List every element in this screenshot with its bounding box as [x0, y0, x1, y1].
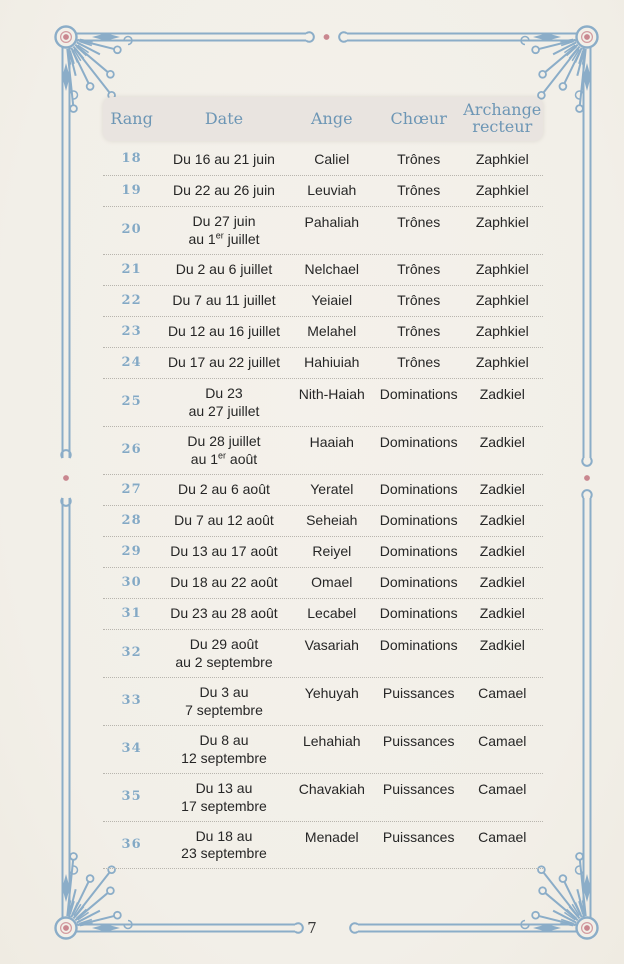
table-row [103, 316, 543, 347]
archangel-cell: Camael [478, 733, 527, 749]
angel-cell: Lehahiah [302, 733, 361, 749]
rank-cell: 26 [121, 442, 142, 458]
archangel-cell: Zaphkiel [475, 323, 529, 340]
date-cell [160, 728, 288, 771]
angel-cell: Melahel [307, 323, 357, 340]
archangel-cell: Camael [478, 685, 527, 701]
angel-cell: Menadel [304, 829, 359, 845]
choir-cell: Puissances [382, 733, 455, 749]
archangel-cell: Zadkiel [479, 512, 525, 529]
header-ange: Ange [310, 108, 353, 128]
date-cell [160, 632, 288, 675]
date-cell [160, 350, 288, 376]
archangel-cell: Zadkiel [479, 481, 525, 498]
rank-cell: 25 [121, 394, 142, 410]
rank-cell: 36 [121, 836, 142, 852]
table-row [103, 474, 543, 505]
choir-cell: Dominations [379, 574, 458, 591]
archangel-cell: Zadkiel [479, 543, 525, 560]
choir-cell: Dominations [379, 481, 458, 498]
angel-cell: Reiyel [312, 543, 352, 560]
date-line: Du 7 au 12 août [174, 512, 274, 529]
table-row [103, 347, 543, 378]
date-cell [160, 147, 288, 173]
date-line: au 1er juillet [188, 229, 260, 247]
choir-cell: Trônes [397, 261, 441, 278]
header-archange: Archange recteur [463, 100, 542, 136]
date-cell [160, 508, 288, 534]
date-line: Du 17 au 22 juillet [167, 354, 281, 371]
archangel-cell: Zaphkiel [475, 214, 529, 230]
rank-cell: 24 [121, 354, 142, 370]
date-line: 12 septembre [181, 749, 267, 766]
rank-cell: 20 [121, 222, 142, 238]
rank-cell: 34 [121, 741, 142, 757]
date-cell [160, 319, 288, 345]
date-line: Du 18 au [195, 827, 253, 844]
date-line: 7 septembre [185, 701, 263, 718]
choir-cell: Dominations [379, 512, 458, 529]
date-cell [160, 429, 288, 472]
date-cell [160, 209, 288, 252]
date-line: Du 16 au 21 juin [173, 150, 275, 167]
angel-cell: Yeratel [310, 481, 354, 498]
angel-cell: Vasariah [304, 637, 359, 653]
date-cell [160, 680, 288, 723]
table-row [103, 773, 543, 821]
choir-cell: Trônes [397, 292, 441, 309]
date-line: Du 2 au 6 juillet [175, 261, 273, 278]
choir-cell: Dominations [379, 543, 458, 560]
header-date: Date [204, 108, 244, 128]
angel-cell: Nelchael [304, 261, 360, 278]
choir-cell: Dominations [379, 386, 458, 402]
date-cell [160, 288, 288, 314]
rank-cell: 33 [121, 693, 142, 709]
angel-cell: Hahiuiah [304, 354, 360, 371]
archangel-cell: Zadkiel [479, 637, 525, 653]
table-row [103, 725, 543, 773]
date-line: Du 13 au 17 août [170, 543, 278, 560]
date-line: Du 18 au 22 août [170, 574, 278, 591]
date-cell [160, 477, 288, 503]
rank-cell: 28 [121, 512, 142, 528]
archangel-cell: Camael [478, 829, 527, 845]
date-cell [160, 570, 288, 596]
archangel-cell: Zadkiel [479, 574, 525, 591]
angel-cell: Yehuyah [304, 685, 359, 701]
angel-cell: Leuviah [307, 182, 357, 199]
date-line: Du 29 août [189, 636, 259, 652]
archangel-cell: Zaphkiel [475, 182, 529, 199]
table-header [103, 97, 543, 141]
table-body [103, 144, 543, 869]
date-cell [160, 539, 288, 565]
date-line: Du 23 au 28 août [170, 605, 278, 622]
rank-cell: 21 [121, 261, 142, 277]
date-line: Du 2 au 6 août [178, 481, 270, 498]
choir-cell: Trônes [397, 214, 441, 230]
choir-cell: Trônes [397, 323, 441, 340]
rank-cell: 23 [121, 323, 142, 339]
angel-cell: Seheiah [306, 512, 358, 529]
rank-cell: 31 [121, 605, 142, 621]
table-row [103, 536, 543, 567]
date-line: au 27 juillet [188, 402, 260, 419]
angel-cell: Nith-Haiah [298, 386, 365, 402]
archangel-cell: Zaphkiel [475, 292, 529, 309]
table-row [103, 821, 543, 869]
date-line: Du 27 juin [192, 213, 256, 229]
angels-table [103, 97, 543, 869]
angel-cell: Pahaliah [304, 214, 360, 230]
rank-cell: 18 [121, 151, 142, 167]
choir-cell: Trônes [397, 150, 441, 167]
table-row [103, 254, 543, 285]
date-cell [160, 381, 288, 424]
choir-cell: Puissances [382, 685, 455, 701]
rank-cell: 35 [121, 789, 142, 805]
table-row [103, 175, 543, 206]
choir-cell: Dominations [379, 605, 458, 622]
date-line: Du 13 au [195, 780, 253, 796]
rank-cell: 32 [121, 645, 142, 661]
table-row [103, 598, 543, 629]
table-row [103, 505, 543, 536]
date-line: Du 23 [205, 385, 243, 401]
date-line: Du 28 juillet [187, 433, 261, 449]
header-rang: Rang [110, 108, 153, 128]
table-row [103, 206, 543, 254]
table-row [103, 567, 543, 598]
table-row [103, 144, 543, 175]
choir-cell: Dominations [379, 637, 458, 653]
date-line: 17 septembre [181, 797, 267, 814]
angel-cell: Yeiaiel [311, 292, 353, 309]
table-row [103, 677, 543, 725]
rank-cell: 30 [121, 574, 142, 590]
table-row [103, 426, 543, 474]
archangel-cell: Zadkiel [479, 386, 525, 402]
table-row [103, 378, 543, 426]
header-choeur: Chœur [390, 108, 447, 128]
date-line: Du 8 au [199, 732, 249, 748]
table-row [103, 285, 543, 316]
archangel-cell: Zadkiel [479, 605, 525, 622]
angel-cell: Omael [311, 574, 353, 591]
choir-cell: Trônes [397, 354, 441, 371]
date-line: Du 12 au 16 juillet [167, 323, 281, 340]
rank-cell: 29 [121, 543, 142, 559]
angel-cell: Caliel [314, 150, 350, 167]
angel-cell: Lecabel [307, 605, 357, 622]
date-cell [160, 257, 288, 283]
date-line: 23 septembre [181, 845, 267, 861]
date-line: Du 22 au 26 juin [173, 182, 275, 199]
archangel-cell: Zaphkiel [475, 354, 529, 371]
choir-cell: Puissances [382, 829, 455, 845]
choir-cell: Dominations [379, 434, 458, 450]
archangel-cell: Camael [478, 781, 527, 797]
angel-cell: Chavakiah [298, 781, 365, 797]
date-cell [160, 601, 288, 627]
date-cell [160, 824, 288, 867]
date-cell [160, 776, 288, 819]
archangel-cell: Zaphkiel [475, 261, 529, 278]
date-line: Du 3 au [199, 684, 249, 700]
archangel-cell: Zadkiel [479, 434, 525, 450]
angel-cell: Haaiah [309, 434, 354, 450]
date-line: au 1er août [190, 449, 258, 467]
date-line: Du 7 au 11 juillet [172, 292, 276, 309]
choir-cell: Puissances [382, 781, 455, 797]
choir-cell: Trônes [397, 182, 441, 199]
table-row [103, 629, 543, 677]
rank-cell: 22 [121, 292, 142, 308]
rank-cell: 19 [121, 182, 142, 198]
date-cell [160, 178, 288, 204]
archangel-cell: Zaphkiel [475, 150, 529, 167]
page-number: 7 [307, 919, 317, 937]
rank-cell: 27 [121, 481, 142, 497]
date-line: au 2 septembre [175, 653, 273, 670]
